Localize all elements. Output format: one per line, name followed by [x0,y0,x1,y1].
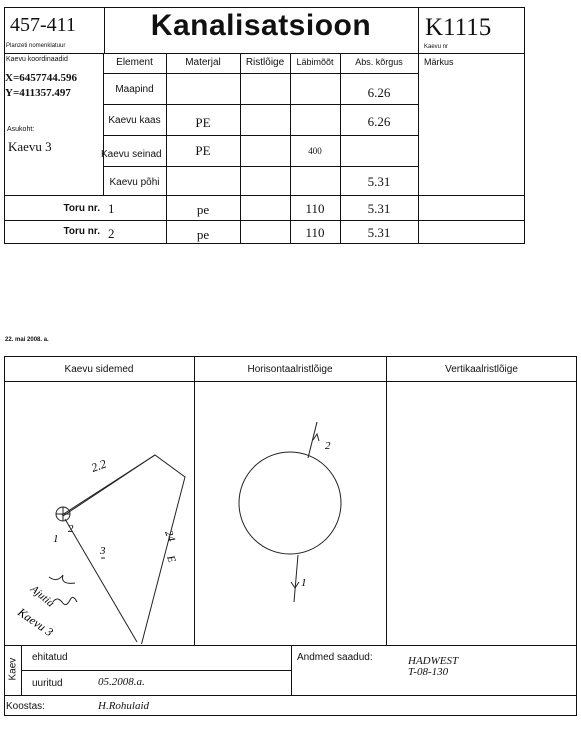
pipe-in-line [308,422,317,458]
row-height: 5.31 [367,174,391,189]
measured-value: 05.2008.a. [98,676,145,688]
pipe-diameter: 110 [305,225,325,240]
side-label: Kaev [7,657,19,681]
pipe-out-label: 1 [301,577,307,589]
date: 22. mai 2008. a. [5,337,49,343]
pipe-material: pe [196,202,210,217]
row-element: Kaevu kaas [108,115,161,126]
pipe-no: 2 [108,226,115,241]
row-diameter: 400 [308,146,322,156]
coord-x: X=6457744.596 [5,72,77,84]
col-horizontal-heading: Horisontaalristlõige [247,364,333,375]
page-title: Kanalisatsioon [150,9,372,42]
row-height: 6.26 [367,114,391,129]
col-section: Ristlõige [245,57,285,68]
sketch-label: 24 [162,528,178,544]
pipe-label: Toru nr. [63,203,100,214]
pipe-diameter: 110 [305,201,325,216]
row-height: 6.26 [367,85,391,100]
coord-y: Y=411357.497 [5,87,71,99]
sketch-label: 2 [68,523,74,535]
pipe-out-line [294,555,298,602]
remarks-label: Märkus [424,57,454,67]
nomenclature-label: Planzeti nomenklatuur [6,43,66,49]
sketch-label: 1 [53,533,59,545]
location-label: Asukoht: [7,126,35,133]
col-diameter: Läbimõõt [296,57,334,67]
row-element: Maapind [115,84,154,95]
measured-label: uuritud [32,678,63,689]
pipe-label: Toru nr. [63,226,100,237]
source-value: T-08-130 [408,666,449,678]
sketch-label: E [164,553,178,565]
col-height: Abs. kõrgus [355,57,403,67]
well-links-sketch [5,382,194,644]
row-material: PE [195,143,211,158]
row-element: Kaevu seinad [101,149,162,160]
col-vertical-heading: Vertikaalristlõige [445,364,518,375]
well-circle [239,452,341,554]
built-label: ehitatud [32,652,68,663]
row-material: PE [195,115,211,130]
pipe-no: 1 [108,201,115,216]
pipe-in-label: 2 [325,440,331,452]
author-label: Koostas: [6,701,45,712]
sketch-label: Ajutia [28,583,57,610]
well-number-label: Kaevu nr [424,44,449,50]
pipe-material: pe [196,227,210,242]
well-number: K1115 [425,14,492,41]
pipe-height: 5.31 [367,201,391,216]
horizontal-section [195,382,386,644]
source-value: HADWEST [408,655,459,667]
source-label: Andmed saadud: [297,652,373,663]
sketch-label: 2.2 [89,456,109,475]
col-links-heading: Kaevu sidemed [64,364,134,375]
author-value: H.Rohulaid [98,700,150,712]
pipe-height: 5.31 [367,225,391,240]
measure-line [62,455,185,644]
coords-label: Kaevu koordinaadid [6,56,68,63]
location-value: Kaevu 3 [8,139,52,154]
col-element: Element [116,57,153,68]
nomenclature: 457-411 [10,14,76,36]
row-element: Kaevu põhi [109,177,160,188]
col-material: Materjal [185,57,221,68]
sketch-label: Kaevu 3 [15,604,56,640]
sketch-label: 3 [100,545,106,557]
